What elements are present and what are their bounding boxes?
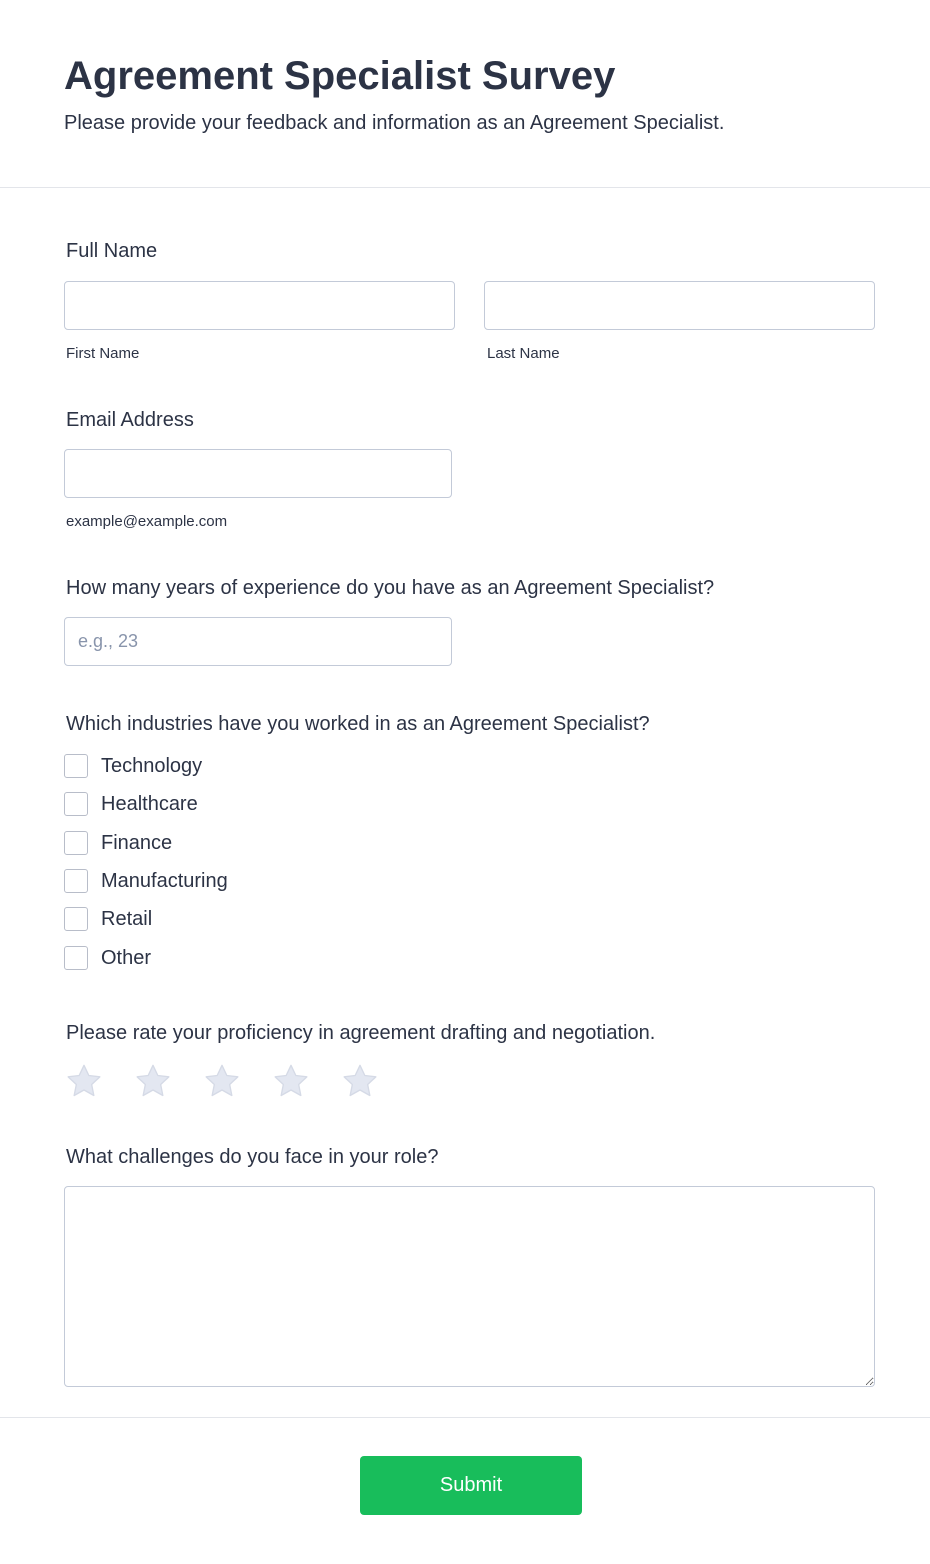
first-name-input[interactable] — [64, 281, 455, 330]
checkbox[interactable] — [64, 946, 88, 970]
star-rating — [64, 1061, 409, 1101]
checkbox-option-healthcare[interactable] — [64, 791, 198, 817]
checkbox-label: Healthcare — [101, 793, 198, 815]
last-name-input[interactable] — [484, 281, 875, 330]
checkbox[interactable] — [64, 869, 88, 893]
form-subtitle: Please provide your feedback and information as an Agreement Specialist. — [64, 112, 725, 134]
checkbox[interactable] — [64, 792, 88, 816]
footer-divider — [0, 1417, 930, 1418]
checkbox-option-retail[interactable] — [64, 906, 152, 932]
last-name-sublabel: Last Name — [487, 345, 560, 362]
industries-label: Which industries have you worked in as an Agreement Specialist? — [66, 713, 650, 735]
checkbox-option-other[interactable] — [64, 945, 151, 971]
star-icon[interactable] — [64, 1061, 104, 1101]
challenges-label: What challenges do you face in your role? — [66, 1146, 439, 1168]
checkbox[interactable] — [64, 907, 88, 931]
form-title: Agreement Specialist Survey — [64, 54, 616, 98]
rating-label: Please rate your proficiency in agreement drafting and negotiation. — [66, 1022, 656, 1044]
checkbox-label: Finance — [101, 832, 173, 854]
challenges-textarea[interactable] — [64, 1186, 875, 1387]
star-icon[interactable] — [271, 1061, 311, 1101]
form-header — [0, 0, 930, 188]
full-name-label: Full Name — [66, 240, 158, 262]
submit-button[interactable]: Submit — [360, 1456, 582, 1515]
email-sublabel: example@example.com — [66, 513, 228, 530]
email-input[interactable] — [64, 449, 452, 498]
first-name-sublabel: First Name — [66, 345, 140, 362]
star-icon[interactable] — [202, 1061, 242, 1101]
checkbox[interactable] — [64, 831, 88, 855]
checkbox-label: Technology — [101, 755, 203, 777]
checkbox-label: Manufacturing — [101, 870, 228, 892]
experience-input[interactable] — [64, 617, 452, 666]
star-icon[interactable] — [340, 1061, 380, 1101]
checkbox-label: Other — [101, 947, 152, 969]
experience-label: How many years of experience do you have as an Agreement Specialist? — [66, 577, 715, 599]
checkbox-option-manufacturing[interactable] — [64, 868, 228, 894]
checkbox[interactable] — [64, 754, 88, 778]
email-label: Email Address — [66, 409, 194, 431]
checkbox-option-technology[interactable] — [64, 753, 202, 779]
star-icon[interactable] — [133, 1061, 173, 1101]
checkbox-option-finance[interactable] — [64, 830, 172, 856]
checkbox-label: Retail — [101, 908, 153, 930]
